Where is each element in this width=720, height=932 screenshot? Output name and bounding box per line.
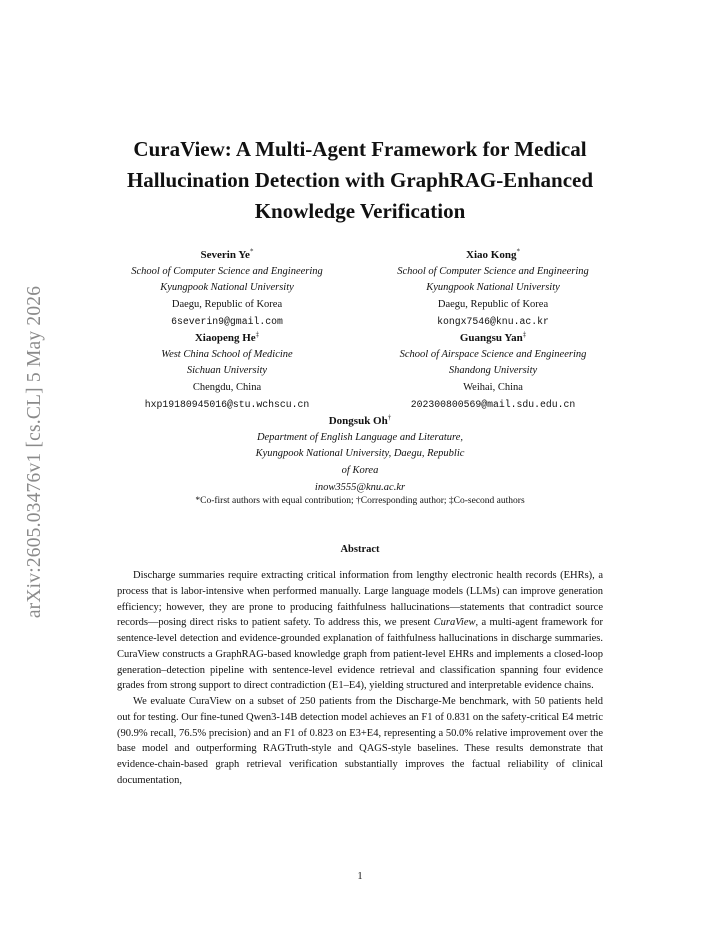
author-institution: Shandong University: [448, 365, 538, 377]
author-institution: Kyungpook National University: [426, 282, 560, 294]
author-location: Chengdu, China: [192, 382, 262, 394]
author-affiliation: Department of English Language and Literature,: [256, 431, 464, 443]
paper-title: [0, 134, 720, 227]
author-block-yan: [368, 330, 618, 414]
author-block-he: [102, 330, 352, 414]
author-institution: Sichuan University: [186, 365, 268, 377]
author-name: Severin Ye*: [200, 247, 254, 261]
author-location: Daegu, Republic of Korea: [437, 299, 549, 311]
author-block-kong: [368, 247, 618, 331]
author-name: Xiao Kong*: [466, 247, 520, 261]
author-location: Daegu, Republic of Korea: [171, 299, 283, 311]
author-name: Dongsuk Oh†: [328, 413, 392, 427]
author-email: kongx7546@knu.ac.kr: [437, 315, 549, 327]
author-email: inow3555@knu.ac.kr: [314, 481, 406, 493]
title-line: CuraView: A Multi-Agent Framework for Medical: [133, 137, 587, 161]
author-name: Guangsu Yan‡: [459, 330, 527, 344]
author-email: 6severin9@gmail.com: [171, 315, 283, 327]
author-affiliation: School of Computer Science and Engineering: [131, 265, 323, 277]
abstract-paragraph: Discharge summaries require extracting critical information from lengthy electronic health records (EHRs), a process that is labor-intensive when performed manually. Large language models (LLMs) can improve generation efficiency; however, they are prone to producing faithfulness hallucinations—statements that contradict source records—posing direct risks to patient safety. To address this, we present CuraView, a multi-agent framework for sentence-level detection and evidence-grounded explanation of faithfulness hallucinations in discharge summaries. CuraView constructs a GraphRAG-based knowledge graph from patient-level EHRs and implements a closed-loop generation–detection pipeline with sentence-level evidence retrieval and classification spanning four evidence grades from strong support to direct contradiction (E1–E4), yielding structured and interpretable evidence chains.: [117, 570, 603, 692]
author-block-oh: [0, 413, 720, 497]
title-line: Hallucination Detection with GraphRAG-Enhanced: [126, 168, 594, 192]
author-location: Weihai, China: [463, 382, 523, 394]
arxiv-stamp-text: arXiv:2605.03476v1 [cs.CL] 5 May 2026: [24, 285, 45, 619]
abstract-paragraph: We evaluate CuraView on a subset of 250 patients from the Discharge-Me benchmark, with 50 patients held out for testing. Our fine-tuned Qwen3-14B detection model achieves an F1 of 0.831 on the safety-critical E4 metric (90.9% recall, 76.5% precision) and an F1 of 0.823 on E3+E4, representing a 50.0% relative improvement over the base model and outperforming RAGTruth-style and QAGS-style baselines. These results demonstrate that evidence-chain-based graph retrieval verification substantially improves the factual reliability of clinical documentation,: [117, 696, 603, 786]
title-line: Knowledge Verification: [254, 199, 466, 223]
page-number: 1: [357, 871, 363, 882]
author-affiliation: School of Airspace Science and Engineering: [399, 348, 587, 360]
abstract-heading: Abstract: [340, 544, 380, 555]
author-email: 202300800569@mail.sdu.edu.cn: [410, 398, 576, 410]
author-email: hxp19180945016@stu.wchscu.cn: [144, 398, 310, 410]
author-footnote: *Co-first authors with equal contribution; †Corresponding author; ‡Co-second authors: [195, 496, 525, 506]
author-affiliation: of Korea: [341, 465, 379, 477]
author-affiliation: School of Computer Science and Engineering: [397, 265, 589, 277]
author-affiliation: Kyungpook National University, Daegu, Republic: [255, 448, 465, 460]
author-block-ye: [102, 247, 352, 331]
author-institution: Kyungpook National University: [160, 282, 294, 294]
abstract-body: [117, 568, 603, 789]
author-affiliation: West China School of Medicine: [161, 348, 293, 360]
author-name: Xiaopeng He‡: [194, 330, 260, 344]
